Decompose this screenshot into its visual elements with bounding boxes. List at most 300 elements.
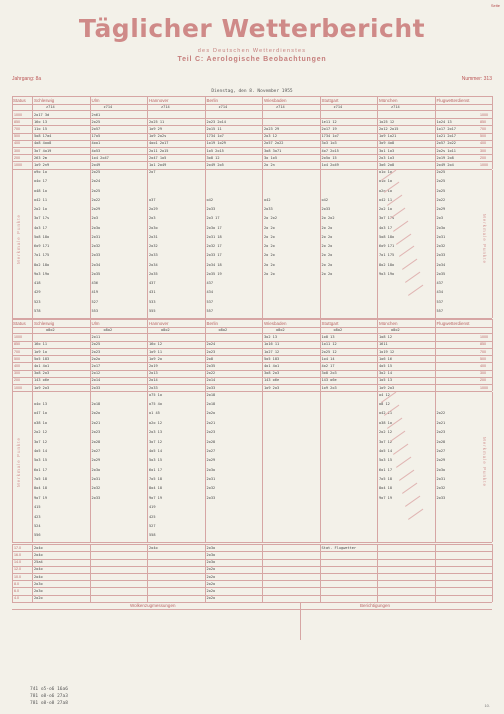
b2-cell: 2o33 17 [206,253,222,258]
b5-cell: 2o3o [206,552,216,557]
b3-cell: 1o9 2o3 [34,385,50,390]
diagonal-mark [405,272,420,283]
b2-cell: 2o33 [149,253,158,258]
b5-cell: Stat. Flugwetter [321,545,357,550]
b3-time-4: o8o2 [276,327,285,332]
b1-cell: 2o57 2o22 [264,141,284,146]
b4-cell: 8o4 18 [149,486,162,491]
grid-line [12,602,492,603]
b4-cell: 2o28 [436,439,446,444]
diagonal-mark [393,220,408,231]
grid-line [377,544,378,602]
grid-line [90,319,91,392]
subtitle-line-1: des Deutschen Wetterdienstes [197,48,307,54]
grid-line [12,333,492,334]
b2-cell: 437 [206,281,213,286]
b3-cell: 3o8 2o3 [34,371,50,376]
b3-station-7: Flugwetterdienst [436,320,470,326]
b4-cell: 2o33 [436,495,446,500]
b4-cell: 3o7 12 [149,439,162,444]
b5-cell: 2o3o [206,545,216,550]
b4-cell: 6o1 17 [34,467,47,472]
b1-cell: 3o8 12 [206,155,220,160]
b2-cell: 2o25 [436,188,446,193]
b4-cell: 2o18 [206,402,216,407]
b1-level-6: 200 [14,155,20,160]
footnote-2: 781 o8-o6 27a3 [30,694,68,699]
b5-cell: 25a4 [34,560,43,565]
diagonal-mark [390,208,405,219]
b2-cell: 2o33 [206,207,216,212]
grid-line [147,319,148,392]
b3-time-2: o8o2 [161,327,170,332]
b5-level-5: 8.0 [14,581,19,586]
b3-time-6: o8o2 [391,327,400,332]
b3-level-2: 700 [14,349,20,354]
b1-cell: 2o57 [91,126,101,131]
b4-cell: 2o33 [206,495,216,500]
b4-cell: 2o27 [206,448,216,453]
b2-cell: 2o35 [436,271,446,276]
b2-cell: 2o34 [436,262,446,267]
b3-cell: 2o14 [206,378,216,383]
b2-cell: 2o2 1o [379,207,392,212]
b4-cell: 7o5 18 [149,477,162,482]
b3-cell: 1o9 11 [149,349,162,354]
b5-cell: 2o3o [34,588,43,593]
grid-line [32,392,33,542]
b1-cell: 263 2m [34,155,47,160]
b4-cell: 425 [149,514,156,519]
b1-cell: 2o49 [91,162,101,167]
b1-level-7: 1000 [14,162,22,167]
grid-line [12,161,492,162]
b3-level-6: 200 [14,378,20,383]
b1-cell: 1o4 2o47 [91,155,109,160]
grid-line [12,551,492,552]
b2-cell: 4o3 17 [379,225,392,230]
b2-cell: 2o29 [436,207,446,212]
b1-cell: 17o5 [91,134,101,139]
b4-cell: 524 [34,523,41,528]
b3-cell: 1o4 14 [321,356,335,361]
grid-line [12,319,492,320]
b4-cell: 2o23 [91,430,101,435]
b2-cell: 557 [206,308,213,313]
b3-cell: 2o33 [149,385,158,390]
grid-line [147,544,148,602]
b2-cell: 2o 2o [321,253,333,258]
grid-line [12,595,492,596]
b4-cell: 5o3 15 [379,458,392,463]
b3-cell: 4o1 4o1 [264,363,280,368]
b3-cell: 1o6 16 [379,356,392,361]
b1-cell: 2o12 2o15 [379,126,399,131]
b3-cell: 1o9 2o3 [379,385,395,390]
grid-line [320,96,321,169]
b2-cell: 2o3 17 [206,216,220,221]
b4-cell: 2o3o [206,467,216,472]
diagonal-mark [402,483,417,494]
b1-cell: 3o7 4o19 [34,148,52,153]
b4-cell: o8 12 [379,402,390,407]
b4-cell: 2o28 [91,439,101,444]
b4-cell: 2o31 [206,477,216,482]
b3-level-5: 300 [14,371,20,376]
b3-level-right-2: 700 [480,349,486,354]
b2-cell: o37 [149,197,156,202]
b2-cell: 2o31 [149,234,158,239]
grid-line [435,170,436,318]
b1-cell: 1o5 2o15 [206,148,224,153]
b4-cell: 7o5 18 [34,477,47,482]
b3-cell: 1611 [379,342,388,347]
b1-cell: 2o57 2o22 [436,141,456,146]
b1-cell: 2o47 1o5 [149,155,167,160]
footnote-1: 741 o5-o6 16a6 [30,687,68,692]
grid-line [147,170,148,318]
b1-cell: 2o19 2o8 [436,155,454,160]
b5-level-0: 17.0 [14,545,21,550]
grid-line [262,170,263,318]
b1-cell: 2o17 3d [34,112,50,117]
b4-cell: o38 1o [34,420,47,425]
b2-cell: 2o33 [436,253,446,258]
b4-cell: 2o23 [436,430,446,435]
b2-cell: 437 [436,281,443,286]
b2-cell: 2o33 [91,253,101,258]
b3-cell: 143 o6e [34,378,50,383]
nummer-label: Nummer: 313 [461,76,492,82]
grid-line [12,384,492,385]
b3-time-1: o8o2 [103,327,113,332]
page-title: Täglicher Wetterbericht [78,14,426,43]
b5-level-2: 14.0 [14,560,21,565]
grid-line [12,170,13,318]
grid-line [12,370,492,371]
b2-cell: 2o32 [436,244,446,249]
b2-cell: 2o3o [91,225,101,230]
b4-cell: 415 [34,505,41,510]
b4-cell: 419 [149,505,156,510]
b3-cell: 1o9 2o3 [321,385,337,390]
b1-cell: 1o25 12 [379,119,395,124]
b4-cell: 2o32 [206,486,216,491]
b5-cell: 2o2o [206,581,216,586]
b3-cell: 1o19 12 [379,349,395,354]
b2-cell: 436 [91,281,98,286]
b1-station-4: Wiesbaden [264,98,287,103]
b3-cell: 4o2 17 [321,363,335,368]
b4-cell: 2o3 13 [149,430,162,435]
b3-level-right-6: 200 [480,378,486,383]
b4-cell: 5o3 15 [149,458,162,463]
b2-cell: 3o7 17s [34,216,50,221]
diagonal-mark [402,259,417,270]
b3-station-4: Wiesbaden [264,320,287,326]
grid-line [12,96,13,169]
b1-status-label: Status [13,98,26,103]
grid-line [12,544,13,602]
b4-cell: 6o1 17 [149,467,162,472]
grid-line [435,392,436,542]
grid-line [12,580,492,581]
b1-cell: 2o3 1o3 [379,155,395,160]
b4-cell: 9o7 19 [34,495,47,500]
b1-level-1: 850 [14,119,20,124]
b2-cell: 2o25 [91,170,101,175]
b2-cell: 2o3o 17 [206,225,222,230]
b2-cell: 578 [34,308,41,313]
b4-cell: o2o 12 [149,420,162,425]
b1-cell: 1o21 2o17 [436,134,456,139]
b3-cell: 1o16 11 [264,342,280,347]
date-line: Dienstag, den 8. November 1955 [211,89,293,94]
b2-cell: 2o 2o [264,244,275,249]
grid-line [90,170,91,318]
page-number: 10. [484,703,490,708]
grid-line [377,96,378,169]
b1-station-1: Ulm [91,98,100,103]
grid-line [32,544,33,602]
footnote-3: 781 o8-o8 27a8 [30,701,68,706]
b3-cell: 2o22 [206,371,216,376]
grid-line [435,96,436,169]
b1-cell: 2o5o 15 [321,155,337,160]
page-label: Seite [490,3,500,8]
b3-level-right-7: 1000 [480,385,488,390]
b2-cell: 2o3 [91,216,98,221]
grid-line [320,319,321,392]
b2-cell: 553 [91,308,98,313]
b4-cell: 8o4 18 [34,486,47,491]
b3-cell: 2o33 [206,385,216,390]
diagonal-mark [396,233,411,244]
b2-cell: 2o32 17 [206,244,222,249]
b3-level-right-0: 1000 [480,335,488,340]
b2-cell: 523 [34,299,41,304]
b2-cell: o1o 1o [379,179,392,184]
b5-level-7: 4.0 [14,596,19,601]
b4-cell: 527 [149,523,156,528]
b4-cell: 423 [34,514,41,519]
b4-cell: o75 4o [149,402,162,407]
b4-cell: o1 45 [149,411,160,416]
b4-cell: 2o18 [206,392,216,397]
b3-cell: 1o5 13 [379,378,392,383]
b4-cell: 2o33 [91,495,101,500]
b1-cell: 2o25 [91,119,101,124]
b1-level-right-0: 1000 [480,112,488,117]
b1-cell: 4o8 4oo8 [34,141,52,146]
grid-line [147,96,148,169]
b2-cell: 2o31 [91,234,101,239]
grid-line [492,319,493,392]
b3-cell: 2o19 [149,363,158,368]
b3-cell: 5o5 183 [34,356,50,361]
b1-level-0: 1000 [14,112,22,117]
b4-cell: o75 1o [149,392,162,397]
b2-side-right: Merkmale Punkte [482,214,487,265]
b2-cell: 431 [149,290,156,295]
b1-cell: 1o17 2o17 [436,126,456,131]
b4-cell: 2o23 [206,430,216,435]
b2-cell: o48 1o [34,188,47,193]
b4-cell: 9o7 19 [149,495,162,500]
b3-cell: 2o2o [91,356,101,361]
b1-level-right-1: 850 [480,119,486,124]
b1-time-0: z714 [46,105,55,109]
b2-cell: 2o 2o [264,225,275,230]
grid-line [147,392,148,542]
grid-line [90,544,91,602]
b3-time-5: o8o2 [333,327,343,332]
b4-cell: o38 1o [379,420,392,425]
b1-cell: 16o 13 [34,119,47,124]
b3-cell: 3o8 2o3 [264,371,280,376]
b1-cell: 2o 2n [264,162,275,167]
b4-cell: 2o31 [91,477,101,482]
grid-line [492,170,493,318]
b3-cell: 2o8 [206,356,213,361]
b2-cell: o42 11 [34,197,47,202]
grid-line [492,544,493,602]
b5-cell: 2o2o [206,596,216,601]
b2-cell: 9o3 19o [379,271,395,276]
b4-cell: 3o7 12 [379,439,392,444]
b1-cell: 1e11 12 [321,119,337,124]
b4-cell: o4o 13 [34,402,47,407]
grid-line [12,169,492,170]
b5-cell: 2o3o [34,581,43,586]
b2-cell: 7o1 175 [379,253,395,258]
b2-cell: 2o31 18 [206,234,222,239]
b3-cell: 143 o6e [321,378,337,383]
b4-cell: 2o28 [206,439,216,444]
b2-cell: 434 [436,290,443,295]
b4-cell: 8o4 18 [379,486,392,491]
b1-cell: 3o8 3o71 [264,148,282,153]
b2-side-left: Merkmale Punkte [16,214,21,265]
b2-cell: 6o9 171 [34,244,50,249]
b2-cell: 527 [91,299,98,304]
grid-line [12,341,492,342]
b1-level-3: 500 [14,134,20,139]
b3-level-0: 1000 [14,335,22,340]
b3-level-right-3: 500 [480,356,486,361]
b1-level-4: 400 [14,141,20,146]
subtitle-line-2: Teil C: Aerologische Beobachtungen [177,56,327,63]
b2-cell: 2o 2o [321,262,333,267]
b5-cell: 2o4o [34,574,43,579]
b1-cell: 3o3 1o3 [321,141,337,146]
b4-side-left: Merkmale Punkte [16,437,21,488]
b1-cell: 4o53 [91,148,101,153]
b1-cell: 2n61 [91,112,101,117]
b2-cell: 2o24 [91,179,101,184]
b2-cell: 2o 2o [264,262,275,267]
grid-line [205,96,206,169]
b2-cell: o4o 17 [34,179,47,184]
b3-cell: 2o25 [91,342,101,347]
b1-cell: 2o49 2o5 [206,162,224,167]
b2-cell: 2o34 18 [206,262,222,267]
b2-cell: 7o1 175 [34,253,50,258]
b1-cell: 1o24 13 [436,119,452,124]
grid-line [12,319,13,392]
b2-cell: 2o32 [149,244,158,249]
b2-cell: 9o3 19o [34,271,50,276]
b2-cell: 2o 2o [321,271,333,276]
b4-cell: 4o5 14 [149,448,162,453]
b2-cell: 2o22 [91,197,101,202]
b4-cell: o47 1o [34,411,47,416]
b3-station-3: Berlin [206,320,219,326]
b1-level-right-6: 200 [480,155,486,160]
b1-level-right-2: 700 [480,126,486,131]
grid-line [205,392,206,542]
b4-cell: 6o1 17 [379,467,392,472]
b4-cell: 2o27 [436,448,446,453]
b3-time-3: o8o2 [218,327,228,332]
b5-cell: 2o2o [206,588,216,593]
b4-cell: 2o29 [91,458,101,463]
b3-cell: 2o25 12 [321,349,337,354]
grid-line [12,96,492,97]
b2-cell: 2o 2o2 [321,216,335,221]
b5-level-4: 10.0 [14,574,21,579]
b2-cell: 8o2 18o [34,262,50,267]
grid-line [12,104,492,105]
b2-cell: 2o35 [91,271,101,276]
b4-cell: 2o21 [436,420,446,425]
diagonal-mark [399,246,414,257]
b4-cell: 3o7 12 [34,439,47,444]
b1-time-1: z714 [103,105,113,109]
b1-cell: 4oo1 [91,141,101,146]
b1-cell: 3o1 1o3 [379,148,395,153]
diagonal-mark [399,470,414,481]
b4-cell: 2o27 [91,448,101,453]
b3-time-0: o8o2 [46,327,55,332]
b2-cell: 8o2 18o [379,262,395,267]
b3-station-0: Schleswig [34,320,55,326]
b1-time-3: z714 [218,105,228,109]
b1-cell: 2o11 2o15 [149,148,169,153]
grid-line [12,125,492,126]
b3-cell: 2o24 [206,342,216,347]
b4-cell: 2o21 [91,420,101,425]
b1-level-right-5: 300 [480,148,486,153]
b2-cell: o42 [321,197,328,202]
b2-cell: o2o 1o [379,188,392,193]
b3-cell: 16o 11 [34,342,47,347]
grid-line [12,609,492,610]
grid-line [377,170,378,318]
grid-line [205,319,206,392]
berichtigungen-header: Berichtigungen [360,602,391,608]
b4-cell: 7o5 18 [379,477,392,482]
b3-cell: 3o2 13 [264,335,277,340]
b5-cell: 2o4o [34,552,43,557]
b2-cell: 2o25 [91,188,101,193]
b4-cell: 5o3 15 [34,458,47,463]
grid-line [435,544,436,602]
grid-line [377,392,378,542]
b4-cell: 4o5 14 [379,448,392,453]
b1-cell: 4o7 2o15 [321,148,339,153]
grid-line [12,362,492,363]
